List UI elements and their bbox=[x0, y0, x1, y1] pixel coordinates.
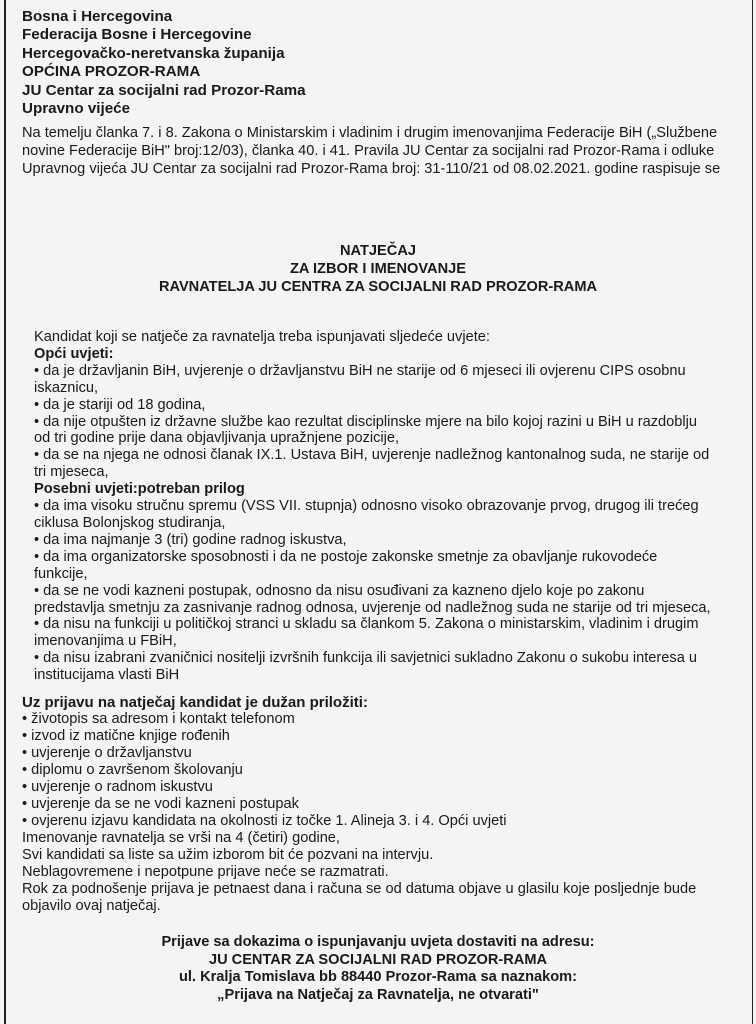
footer-line: Prijave sa dokazima o ispunjavanju uvjeta dostaviti na adresu: bbox=[161, 934, 595, 950]
documents-heading: Uz prijavu na natječaj kandidat je dužan priložiti: bbox=[22, 694, 368, 711]
general-conditions-heading: Opći uvjeti: bbox=[34, 345, 114, 362]
document-item: • uvjerenje o državljanstvu bbox=[22, 745, 192, 761]
note-line: Rok za podnošenje prijava je petnaest dana i računa se od datuma objave u glasilu koje posljednje bude bbox=[22, 881, 697, 897]
document-item: • uvjerenje o radnom iskustvu bbox=[22, 779, 213, 795]
title-line: ZA IZBOR I IMENOVANJE bbox=[290, 260, 466, 277]
condition-line: imenovanjima u FBiH, bbox=[34, 633, 177, 650]
condition-line: iskaznicu, bbox=[34, 379, 99, 396]
note-line: Imenovanje ravnatelja se vrši na 4 (četiri) godine, bbox=[22, 830, 340, 846]
condition-line: ciklusa Bolonjskog studiranja, bbox=[34, 514, 226, 531]
note-line: Neblagovremene i nepotpune prijave neće se razmatrati. bbox=[22, 864, 389, 880]
condition-line: tri mjeseca, bbox=[34, 464, 109, 481]
document-item: • životopis sa adresom i kontakt telefonom bbox=[22, 711, 295, 727]
condition-line: • da ima organizatorske sposobnosti i da ne postoje zakonske smetnje za obavljanje rukovodeće bbox=[34, 548, 658, 565]
condition-line: • da ima najmanje 3 (tri) godine radnog iskustva, bbox=[34, 531, 347, 548]
footer-line: JU CENTAR ZA SOCIJALNI RAD PROZOR-RAMA bbox=[208, 951, 548, 968]
condition-line: predstavlja smetnju za zasnivanje radnog odnosa, uvjerenje od nadležnog suda ne starije od tri mjeseca, bbox=[34, 599, 711, 616]
title-line: RAVNATELJA JU CENTRA ZA SOCIJALNI RAD PROZOR-RAMA bbox=[158, 278, 598, 295]
intro-paragraph: Na temelju članka 7. i 8. Zakona o Ministarskim i vladinim i drugim imenovanjima Federacije BiH („Službene novine Federacije BiH" broj:12/03), članka 40. i 41. Pravila JU Centar za socijalni rad Prozor-Rama i odluke Upravnog vijeća JU Centar za socijalni rad Prozor-Rama broj: 31-110/21 od 08.02.2021. godine raspisuje se bbox=[22, 125, 721, 177]
note-line: Svi kandidati sa liste sa užim izborom bit će pozvani na intervju. bbox=[22, 847, 434, 863]
submission-address bbox=[0, 934, 756, 1004]
footer-line: ul. Kralja Tomislava bb 88440 Prozor-Rama sa naznakom: bbox=[179, 969, 577, 986]
conditions-lead: Kandidat koji se natječe za ravnatelja treba ispunjavati sljedeće uvjete: bbox=[34, 329, 490, 345]
condition-line: • da nije otpušten iz državne službe kao rezultat disciplinske mjere na bilo kojoj razini u BiH u razdoblju bbox=[34, 413, 697, 430]
document-item: • uvjerenje da se ne vodi kazneni postupak bbox=[22, 796, 299, 812]
condition-line: • da nisu na funkciji u političkoj stranci u skladu sa člankom 5. Zakona o ministarskim, vladinim i drugim bbox=[34, 616, 699, 633]
condition-line: • da se ne vodi kazneni postupak, odnosno da nisu osuđivani za kazneno djelo koje po zakonu bbox=[34, 582, 645, 599]
note-line: objavilo ovaj natječaj. bbox=[22, 898, 161, 914]
condition-line: • da nisu izabrani zvaničnici nositelji izvršnih funkcija ili savjetnici sukladno Zakonu o sukobu interesa u bbox=[34, 650, 697, 667]
condition-line: institucijama vlasti BiH bbox=[34, 667, 180, 684]
right-border-rule bbox=[752, 0, 754, 1024]
header-line: JU Centar za socijalni rad Prozor-Rama bbox=[22, 81, 306, 99]
left-border-rule bbox=[4, 0, 6, 1024]
document-item: • izvod iz matične knjige rođenih bbox=[22, 728, 230, 744]
condition-line: • da se na njega ne odnosi članak IX.1. Ustava BiH, uvjerenje nadležnog kantonalnog suda, ne starije od bbox=[34, 447, 710, 464]
condition-line: • da je državljanin BiH, uvjerenje o državljanstvu BiH ne starije od 6 mjeseci ili ovjerenu CIPS osobnu bbox=[34, 362, 686, 379]
notice-title bbox=[0, 243, 756, 296]
title-line: NATJEČAJ bbox=[340, 243, 416, 259]
conditions-section bbox=[34, 329, 746, 684]
header-line: Federacija Bosne i Hercegovine bbox=[22, 26, 252, 44]
header-line: OPĆINA PROZOR-RAMA bbox=[22, 63, 201, 81]
condition-line: • da je stariji od 18 godina, bbox=[34, 396, 206, 413]
condition-line: • da ima visoku stručnu spremu (VSS VII. stupnja) odnosno visoko obrazovanje prvog, drugog ili trećeg bbox=[34, 498, 699, 515]
special-conditions-heading: Posebni uvjeti:potreban prilog bbox=[34, 481, 245, 498]
header-line: Upravno vijeće bbox=[22, 100, 131, 118]
footer-line: „Prijava na Natječaj za Ravnatelja, ne otvarati" bbox=[217, 986, 539, 1003]
document-item: • diplomu o završenom školovanju bbox=[22, 762, 243, 778]
condition-line: funkcije, bbox=[34, 565, 88, 582]
issuer-header bbox=[22, 8, 306, 118]
required-documents-section bbox=[22, 694, 744, 915]
document-item: • ovjerenu izjavu kandidata na okolnosti iz točke 1. Alineja 3. i 4. Opći uvjeti bbox=[22, 813, 507, 829]
condition-line: od tri godine prije dana objavljivanja upražnjene pozicije, bbox=[34, 430, 400, 447]
header-line: Hercegovačko-neretvanska županija bbox=[22, 44, 285, 62]
header-line: Bosna i Hercegovina bbox=[22, 8, 173, 25]
